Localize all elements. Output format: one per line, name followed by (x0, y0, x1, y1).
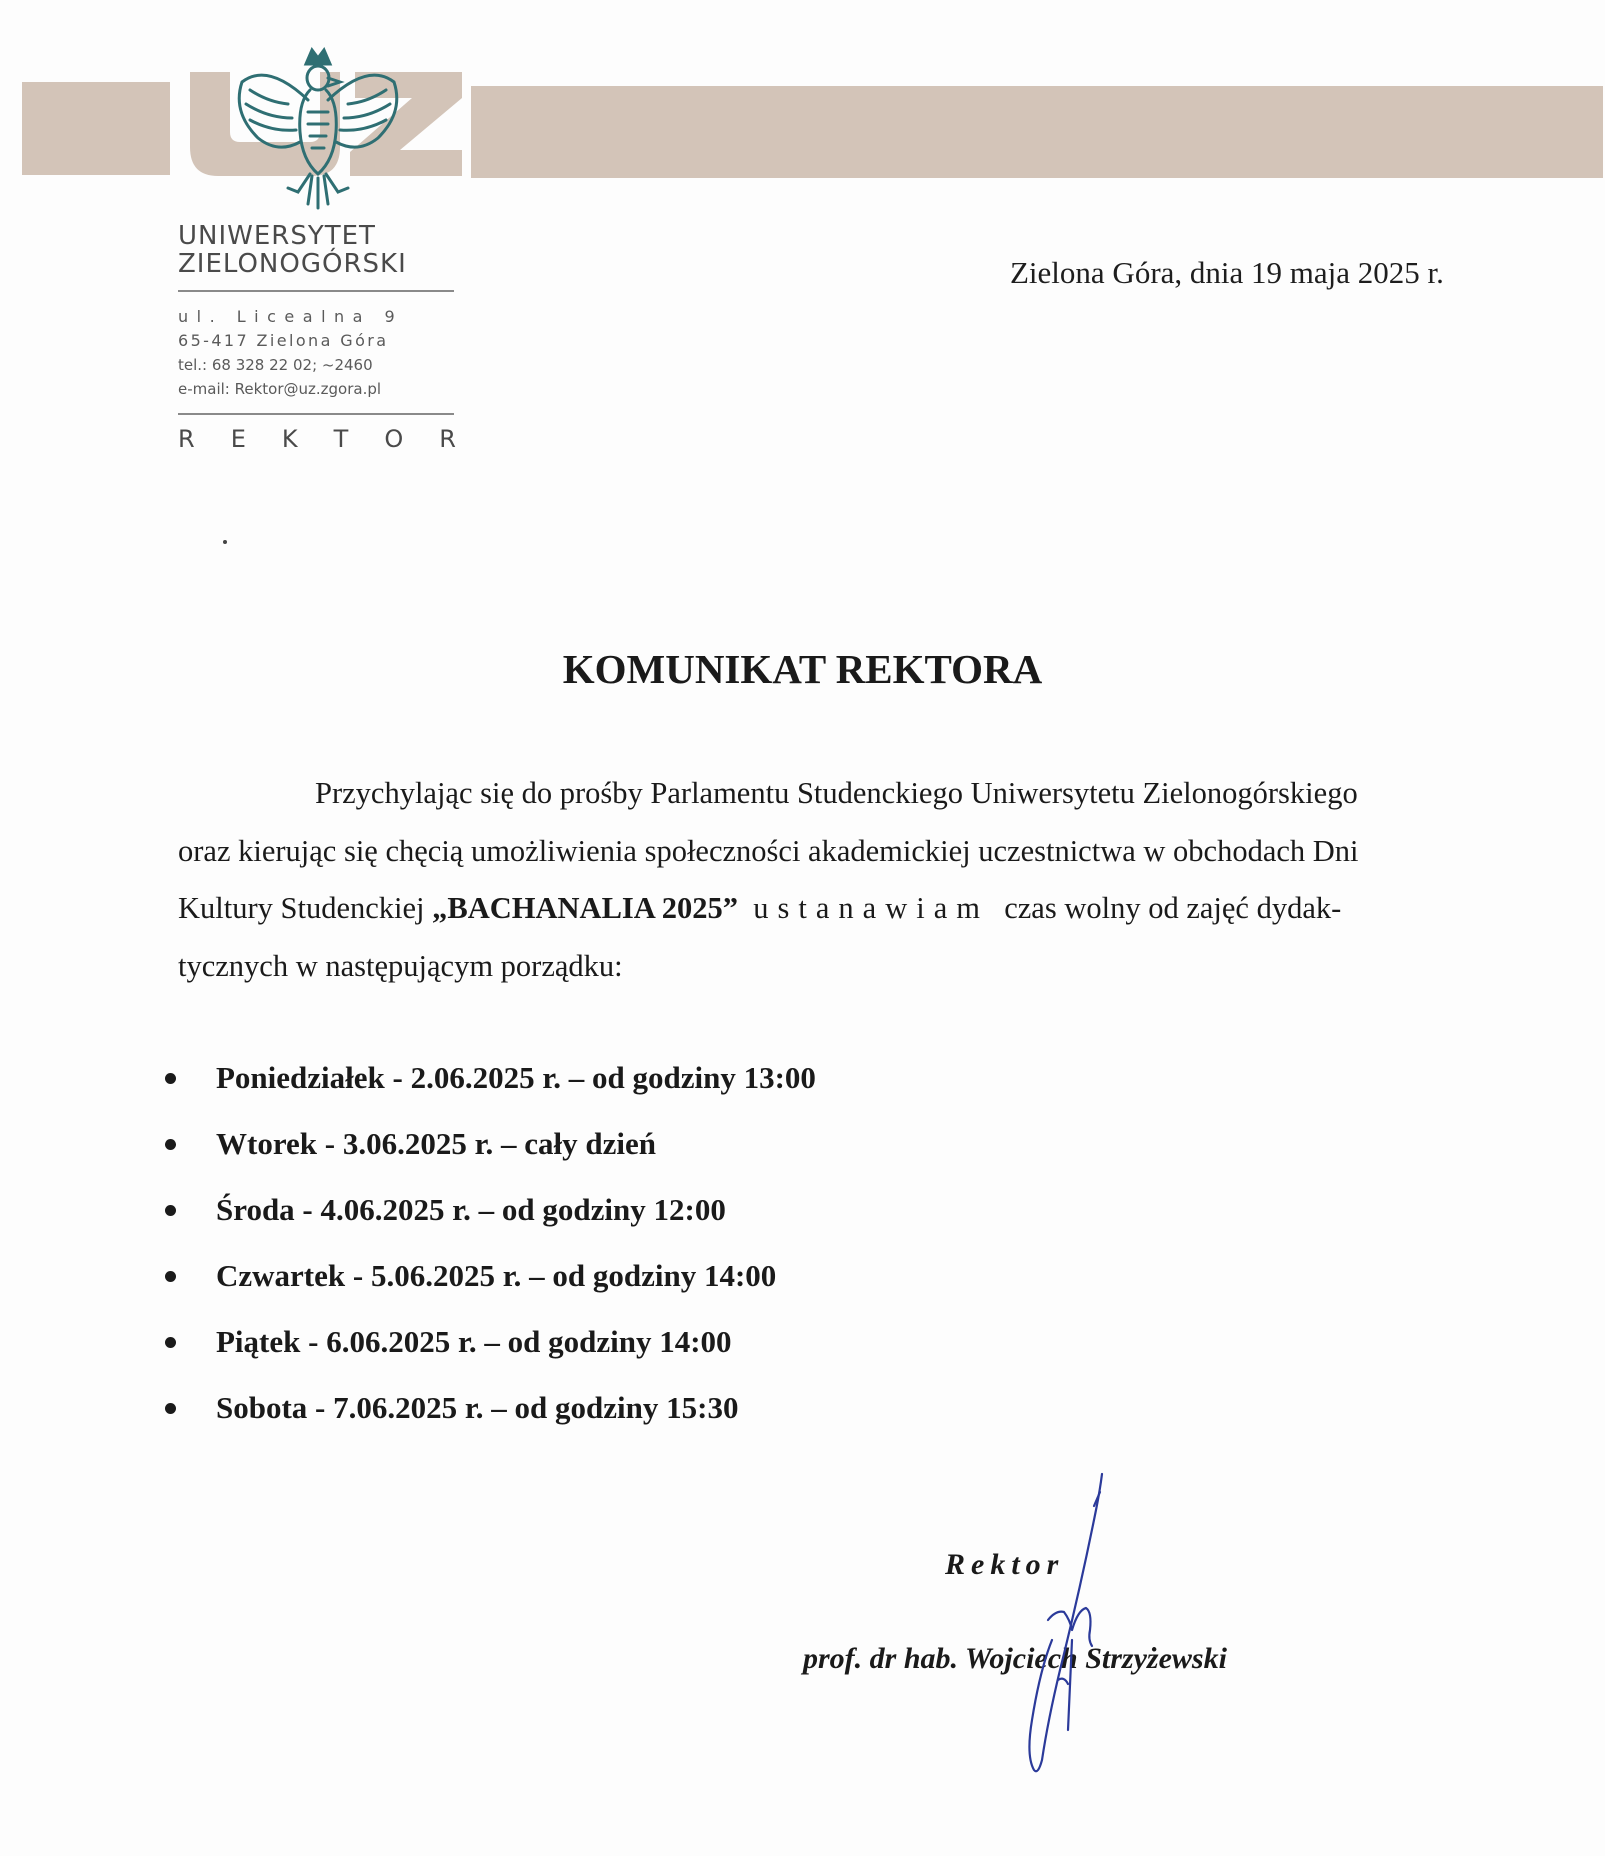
schedule-item (165, 1045, 816, 1111)
document-title-text: KOMUNIKAT REKTORA (562, 646, 1043, 692)
address-phone: tel.: 68 328 22 02; ~2460 (178, 356, 373, 374)
body-line: Przychylając się do prośby Parlamentu Studenckiego Uniwersytetu Zielonogórskiego (315, 776, 1358, 810)
scan-speck (223, 540, 227, 544)
document-title (0, 645, 1605, 693)
handwritten-signature (960, 1470, 1120, 1780)
document-date: Zielona Góra, dnia 19 maja 2025 r. (1010, 255, 1444, 290)
office-letter: R (178, 425, 195, 453)
university-name-line1: UNIWERSYTET (178, 221, 376, 251)
office-letter: R (439, 425, 456, 453)
bullet-icon (165, 1403, 176, 1414)
schedule-text: Piątek - 6.06.2025 r. – od godziny 14:00 (216, 1324, 732, 1359)
address-email: e-mail: Rektor@uz.zgora.pl (178, 380, 382, 398)
schedule-text: Wtorek - 3.06.2025 r. – cały dzień (216, 1126, 656, 1161)
body-text: czas wolny od zajęć dydak- (1004, 891, 1342, 925)
office-label (178, 425, 456, 453)
divider (178, 290, 454, 292)
office-letter: T (333, 425, 349, 453)
bullet-icon (165, 1271, 176, 1282)
schedule-text: Czwartek - 5.06.2025 r. – od godziny 14:00 (216, 1258, 777, 1293)
schedule-list (165, 1045, 816, 1441)
body-line: oraz kierując się chęcią umożliwienia społeczności akademickiej uczestnictwa w obchodach Dni (178, 833, 1359, 868)
bullet-icon (165, 1337, 176, 1348)
letterhead-band-right (471, 86, 1603, 178)
spaced-verb: ustanawiam (753, 891, 989, 925)
office-letter: K (281, 425, 298, 453)
office-letter: O (384, 425, 404, 453)
address-street: ul. Licealna 9 (178, 307, 404, 326)
schedule-item (165, 1243, 816, 1309)
body-line (178, 880, 1478, 938)
bullet-icon (165, 1139, 176, 1150)
body-line: tycznych w następującym porządku: (178, 948, 623, 983)
bullet-icon (165, 1205, 176, 1216)
schedule-text: Poniedziałek - 2.06.2025 r. – od godziny 13:00 (216, 1060, 816, 1095)
divider (178, 413, 454, 415)
schedule-item (165, 1309, 816, 1375)
signatory-title: Rektor (945, 1548, 1065, 1581)
schedule-item (165, 1111, 816, 1177)
address-block (178, 305, 456, 401)
university-name (178, 222, 456, 278)
body-paragraph (178, 765, 1478, 995)
address-city: 65-417 Zielona Góra (178, 331, 389, 350)
signatory-name: prof. dr hab. Wojciech Strzyżewski (803, 1642, 1227, 1675)
bullet-icon (165, 1073, 176, 1084)
schedule-item (165, 1177, 816, 1243)
event-name: „BACHANALIA 2025” (432, 891, 739, 925)
schedule-text: Sobota - 7.06.2025 r. – od godziny 15:30 (216, 1390, 739, 1425)
university-name-line2: ZIELONOGÓRSKI (178, 249, 407, 279)
eagle-emblem (228, 42, 408, 212)
office-letter: E (230, 425, 246, 453)
schedule-item (165, 1375, 816, 1441)
body-text: Kultury Studenckiej (178, 891, 433, 925)
schedule-text: Środa - 4.06.2025 r. – od godziny 12:00 (216, 1192, 726, 1227)
letterhead-band-left (22, 82, 170, 175)
